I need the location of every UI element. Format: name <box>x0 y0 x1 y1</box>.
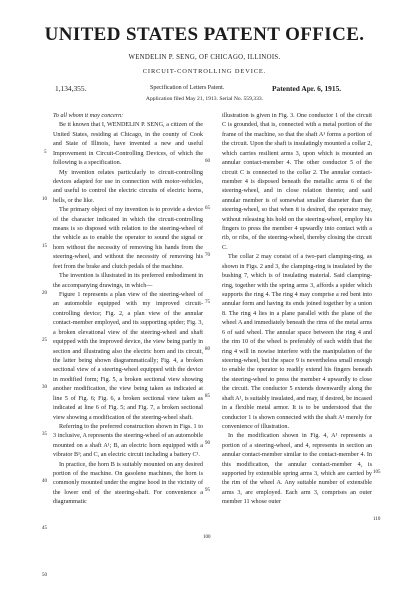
line-number: 20 <box>42 291 47 296</box>
line-number: 70 <box>205 253 210 258</box>
line-number: 25 <box>42 338 47 343</box>
line-number: 50 <box>42 573 47 578</box>
left-text-column <box>53 112 203 508</box>
line-number: 90 <box>205 441 210 446</box>
salutation: To all whom it may concern: <box>53 113 124 119</box>
paragraph: Be it known that I, WENDELIN P. SENG, a citizen of the United States, residing at Chicago, in the county of Cook and State of Illinois, have invented a new and useful Improvement in Circuit-Controlling Devices, of which the following is a specification. <box>53 122 203 167</box>
line-number: 40 <box>42 479 47 484</box>
line-number: 5 <box>44 150 47 155</box>
inventor-line: WENDELIN P. SENG, OF CHICAGO, ILLINOIS. <box>128 54 281 61</box>
paragraph: My invention relates particularly to circuit-controlling devices adapted for use in connection with motor-vehicles, and useful to control the electric circuits of electric horns, bells, or the like. <box>53 169 203 204</box>
paragraph: Figure 1 represents a plan view of the steering-wheel of an automobile equipped with my improved circuit-controlling device; Fig. 2, a plan view of the annular contact-member employed, and its supporting spider; Fig. 3, a broken elevational view of the steering-wheel and shaft equipped with the improved device, the view being partly in section and illustrating also the electric horn and its circuit, the latter being shown diagrammatically; Fig. 4, a broken sectional view of a steering-wheel equipped with the device in modified form; Fig. 5, a broken sectional view showing another modification, the view being taken as indicated at line 5 of Fig. 6; Fig. 6, a broken sectional view taken as indicated at line 6 of Fig. 5; and Fig. 7, a broken sectional view showing a modification of the steering-wheel shaft. <box>53 292 203 421</box>
office-heading: UNITED STATES PATENT OFFICE. <box>44 24 365 45</box>
line-number: 15 <box>42 244 47 249</box>
paragraph: Referring to the preferred construction shown in Figs. 1 to 3 inclusive, A represents the steering-wheel of an automobile mounted on a shaft A¹; B, an electric horn equipped with a vibrator B¹; and C, an electric circuit including a battery C¹. <box>53 423 203 459</box>
paragraph: The invention is illustrated in its preferred embodiment in the accompanying drawings, in which— <box>53 273 203 289</box>
line-number: 80 <box>205 347 210 352</box>
line-number: 60 <box>205 159 210 164</box>
line-number: 35 <box>42 432 47 437</box>
right-text-column <box>222 112 372 508</box>
line-number: 100 <box>203 535 211 540</box>
line-number: 65 <box>205 206 210 211</box>
line-number: 105 <box>373 470 381 475</box>
patent-number: 1,134,355. <box>55 84 87 93</box>
line-number: 85 <box>205 394 210 399</box>
line-number: 30 <box>42 385 47 390</box>
patented-date: Patented Apr. 6, 1915. <box>272 84 342 93</box>
line-number: 75 <box>205 300 210 305</box>
specification-note: Specification of Letters Patent. <box>150 85 225 91</box>
application-filed-line: Application filed May 21, 1913. Serial No. 559,333. <box>145 96 264 102</box>
paragraph: In practice, the horn B is suitably mounted on any desired portion of the machine. On gasolene machines, the horn is commonly mounted under the engine hood in the vicinity of the lower end of the steering-shaft. For convenience a diagrammatic <box>53 461 203 506</box>
line-number: 95 <box>205 488 210 493</box>
line-number: 10 <box>42 197 47 202</box>
line-number: 45 <box>42 526 47 531</box>
invention-title: CIRCUIT-CONTROLLING DEVICE. <box>142 68 267 75</box>
paragraph: The collar 2 may consist of a two-part clamping-ring, as shown in Figs. 2 and 3, the clamping-ring is insulated by the bushing 7, which is of insulating material. Said clamping-ring, together with the spring arms 3, affords a spider which supports the ring 4. The ring 4 may comprise a red bent into annular form and having its ends joined together by a union 8. The ring 4 lies in a plane parallel with the plane of the wheel A and immediately beneath the rims of the metal arms 6 of said wheel. The annular space between the ring 4 and the rim 10 of the wheel is preferably of such width that the ring 4 will in nowise interfere with the manipulation of the steering-wheel, but the space 9 is nevertheless small enough to enable the operator to readily extend his fingers beneath the steering-wheel to press the member 4 upwardly to close the circuit. The conductor 5 extends downwardly along the shaft A¹, is suitably insulated, and may, if desired, be incased in a flexible metal armor. It is to be understood that the conductor 1 is shown connected with the shaft A¹ merely for convenience of illustration. <box>222 254 372 430</box>
paragraph: The primary object of my invention is to provide a device of the character indicated in which the circuit-controlling means is so disposed with relation to the steering-wheel of the vehicle as to enable the operator to sound the signal or horn without the necessity of removing his hands from the steering-wheel, and without the necessity of removing his feet from the brake and clutch pedals of the machine. <box>53 207 203 270</box>
paragraph: illustration is given in Fig. 3. One conductor 1 of the circuit C is grounded, that is, connected with a metal portion of the frame of the machine, so that the shaft A¹ forms a portion of the circuit. Upon the shaft is insulatingly mounted a collar 2, which carries resilient arms 3, upon which is mounted an annular contact-member 4. The other conductor 5 of the circuit C is connected to the collar 2. The annular contact-member 4 is disposed beneath the metallic arms 6 of the steering-wheel, and in close relation thereto; and said annular member is of somewhat smaller diameter than the steering-wheel, so that when it is desired, the operator may, without releasing his hold on the steering-wheel, employ his fingers to press the member 4 upwardly into contact with a rib, or ribs, of the steering-wheel, thereby closing the circuit C. <box>222 113 372 251</box>
paragraph: In the modification shown in Fig. 4, A¹ represents a portion of a steering-wheel, and 4, represents in section an annular contact-member similar to the contact-member 4. In this modification, the annular contact-member 4, is supported by extensible spring arms 3, which are carried by the rim of the wheel A. Any suitable number of extensible arms 3, are employed. Each arm 3, comprises an outer member 11 whose outer <box>222 433 372 506</box>
line-number: 110 <box>373 517 381 522</box>
